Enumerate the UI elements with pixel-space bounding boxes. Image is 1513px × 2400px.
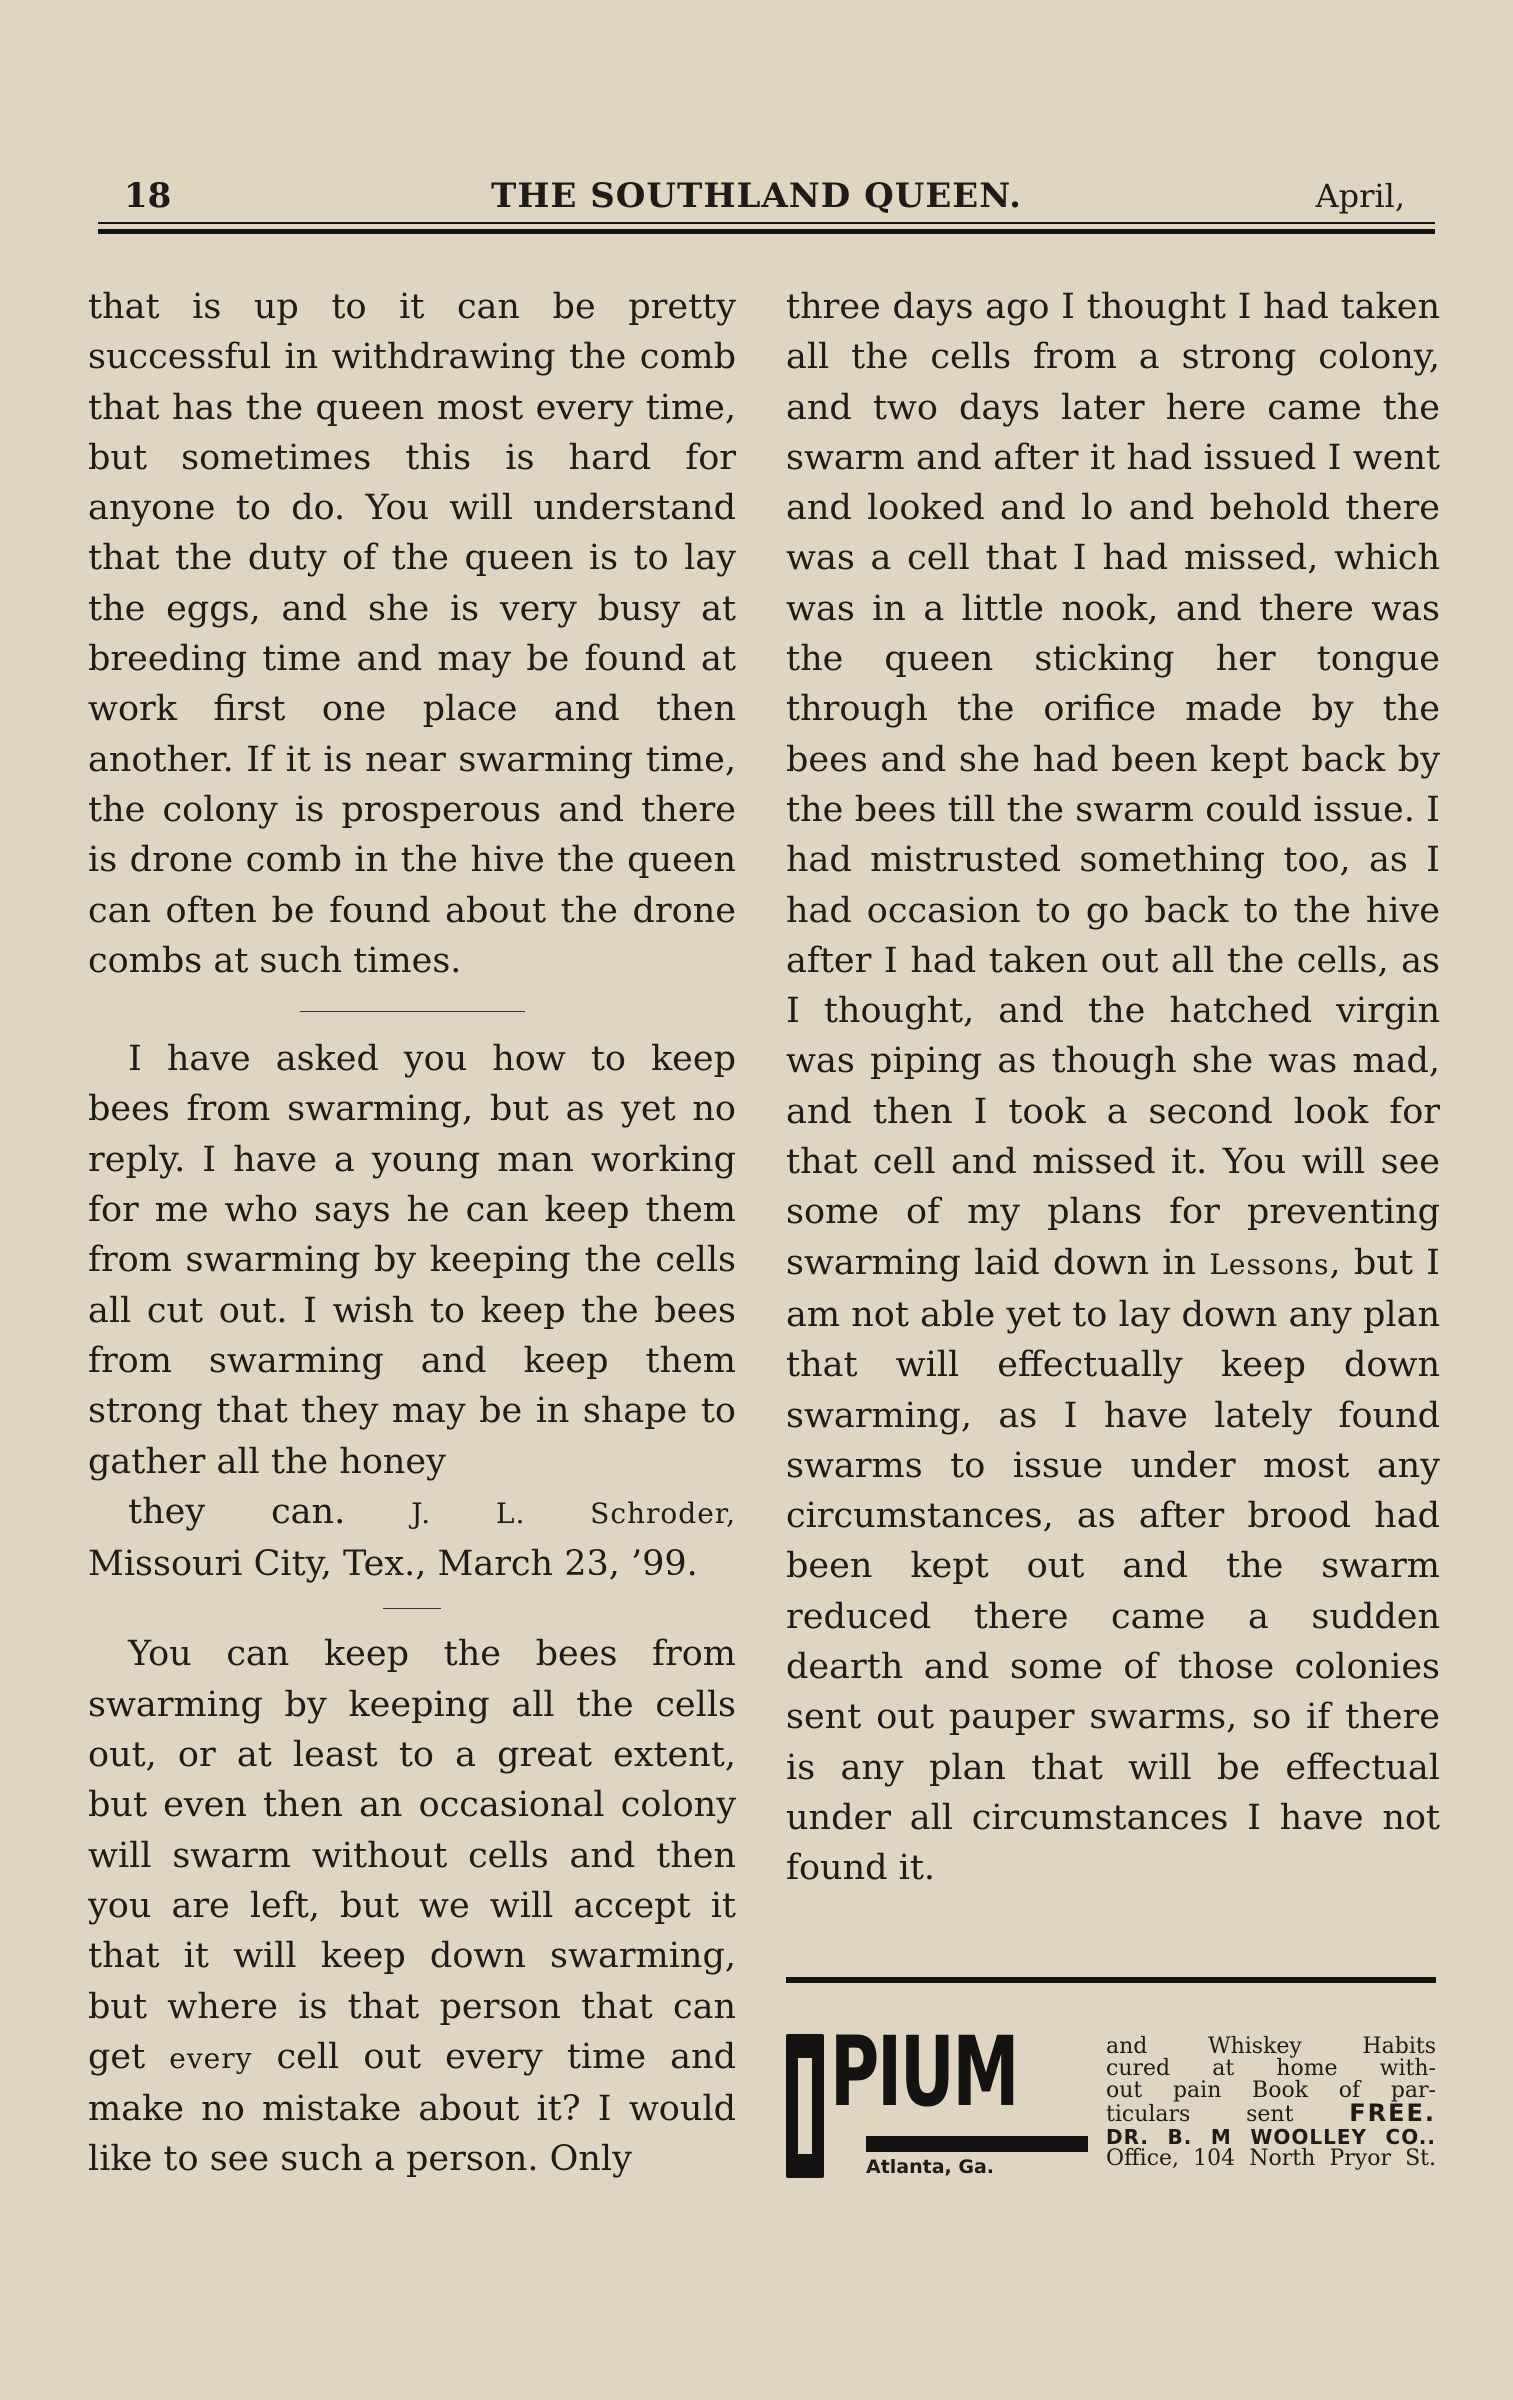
reader-letter-text: I have asked you how to keep bees from swarming, but as yet no reply. I have a young man working for me who says he can keep them from swarming by keeping the cells all cut out. I wish to keep the bees from swarming and keep them strong that they may be in shape to gather all the honey	[88, 1039, 736, 1482]
editor-reply	[88, 1629, 736, 2184]
header-rule-thick	[98, 229, 1435, 234]
section-divider	[300, 1011, 525, 1012]
emphasis-every: every	[169, 2041, 253, 2075]
ad-line-4-text: ticulars sent	[1106, 2102, 1294, 2127]
ad-line-4	[1106, 2099, 1436, 2127]
right-column	[786, 282, 1440, 1894]
signature-name: J. L. Schroder,	[411, 1496, 736, 1530]
article-continuation: that is up to it can be pretty successful in withdrawing the comb that has the queen most every time, but sometimes this is hard for anyone to do. You will understand that the duty of the queen is to lay the eggs, and she is very busy at breeding time and may be found at work first one place and then another. If it is near swarming time, the colony is prosperous and there is drone comb in the hive the queen can often be found about the drone combs at such times.	[88, 287, 736, 981]
section-divider-short	[383, 1608, 441, 1609]
page-number: 18	[124, 176, 172, 216]
emphasis-lessons: Lessons	[1209, 1247, 1330, 1281]
opium-advertisement	[786, 2020, 1436, 2190]
signature-pretext: they can.	[128, 1491, 346, 1532]
ad-line-2: cured at home with-	[1106, 2056, 1436, 2081]
header-rule-thin	[98, 222, 1435, 224]
ad-line-1: and Whiskey Habits	[1106, 2034, 1436, 2059]
journal-title: THE SOUTHLAND QUEEN.	[491, 176, 1022, 216]
advertisement-rule	[786, 1977, 1436, 1983]
ad-headline-word: PIUM	[830, 2020, 1018, 2128]
running-head	[98, 168, 1415, 224]
reply-continued-text-end: , but I am not able yet to lay down any plan that will effectually keep down swarming, as I have lately found swarms to issue under most any circumstances, as after brood had been kept out and the swarm reduced there came a sudden dearth and some of those colonies sent out pauper swarms, so if there is any plan that will be effectual under all circumstances I have not found it.	[786, 1242, 1440, 1889]
editor-reply-continued	[786, 282, 1440, 1894]
ad-office-address: Office, 104 North Pryor St.	[1106, 2146, 1436, 2171]
ad-location: Atlanta, Ga.	[866, 2156, 995, 2178]
ad-letter-o-graphic	[786, 2034, 824, 2178]
editor-reply-text-continued: cell out every time and make no mistake about it? I would like to see such a person. Only	[88, 2036, 736, 2180]
signature-line	[88, 1487, 736, 1539]
reader-letter	[88, 1034, 736, 1589]
left-column	[88, 282, 736, 2185]
ad-company-name: DR. B. M WOOLLEY CO..	[1106, 2125, 1436, 2149]
ad-line-3: out pain Book of par-	[1106, 2078, 1436, 2103]
reply-continued-text: three days ago I thought I had taken all the cells from a strong colony, and two days later here came the swarm and after it had issued I went and looked and lo and behold there was a cell that I had missed, which was in a little nook, and there was the queen sticking her tongue through the orifice made by the bees and she had been kept back by the bees till the swarm could issue. I had mistrusted something too, as I had occasion to go back to the hive after I had taken out all the cells, as I thought, and the hatched virgin was piping as though she was mad, and then I took a second look for that cell and missed it. You will see some of my plans for preventing swarming laid down in	[786, 287, 1440, 1283]
ad-free-label: FREE.	[1349, 2099, 1436, 2127]
ad-body	[1106, 2036, 1436, 2170]
ad-black-bar	[866, 2136, 1088, 2152]
editor-reply-text: You can keep the bees from swarming by keeping all the cells out, or at least to a great extent, but even then an occasional colony will swarm without cells and then you are left, but we will accept it that it will keep down swarming, but where is that person that can get	[88, 1634, 736, 2077]
letter-location-date: Missouri City, Tex., March 23, ’99.	[88, 1544, 698, 1585]
issue-month: April,	[1315, 177, 1405, 215]
